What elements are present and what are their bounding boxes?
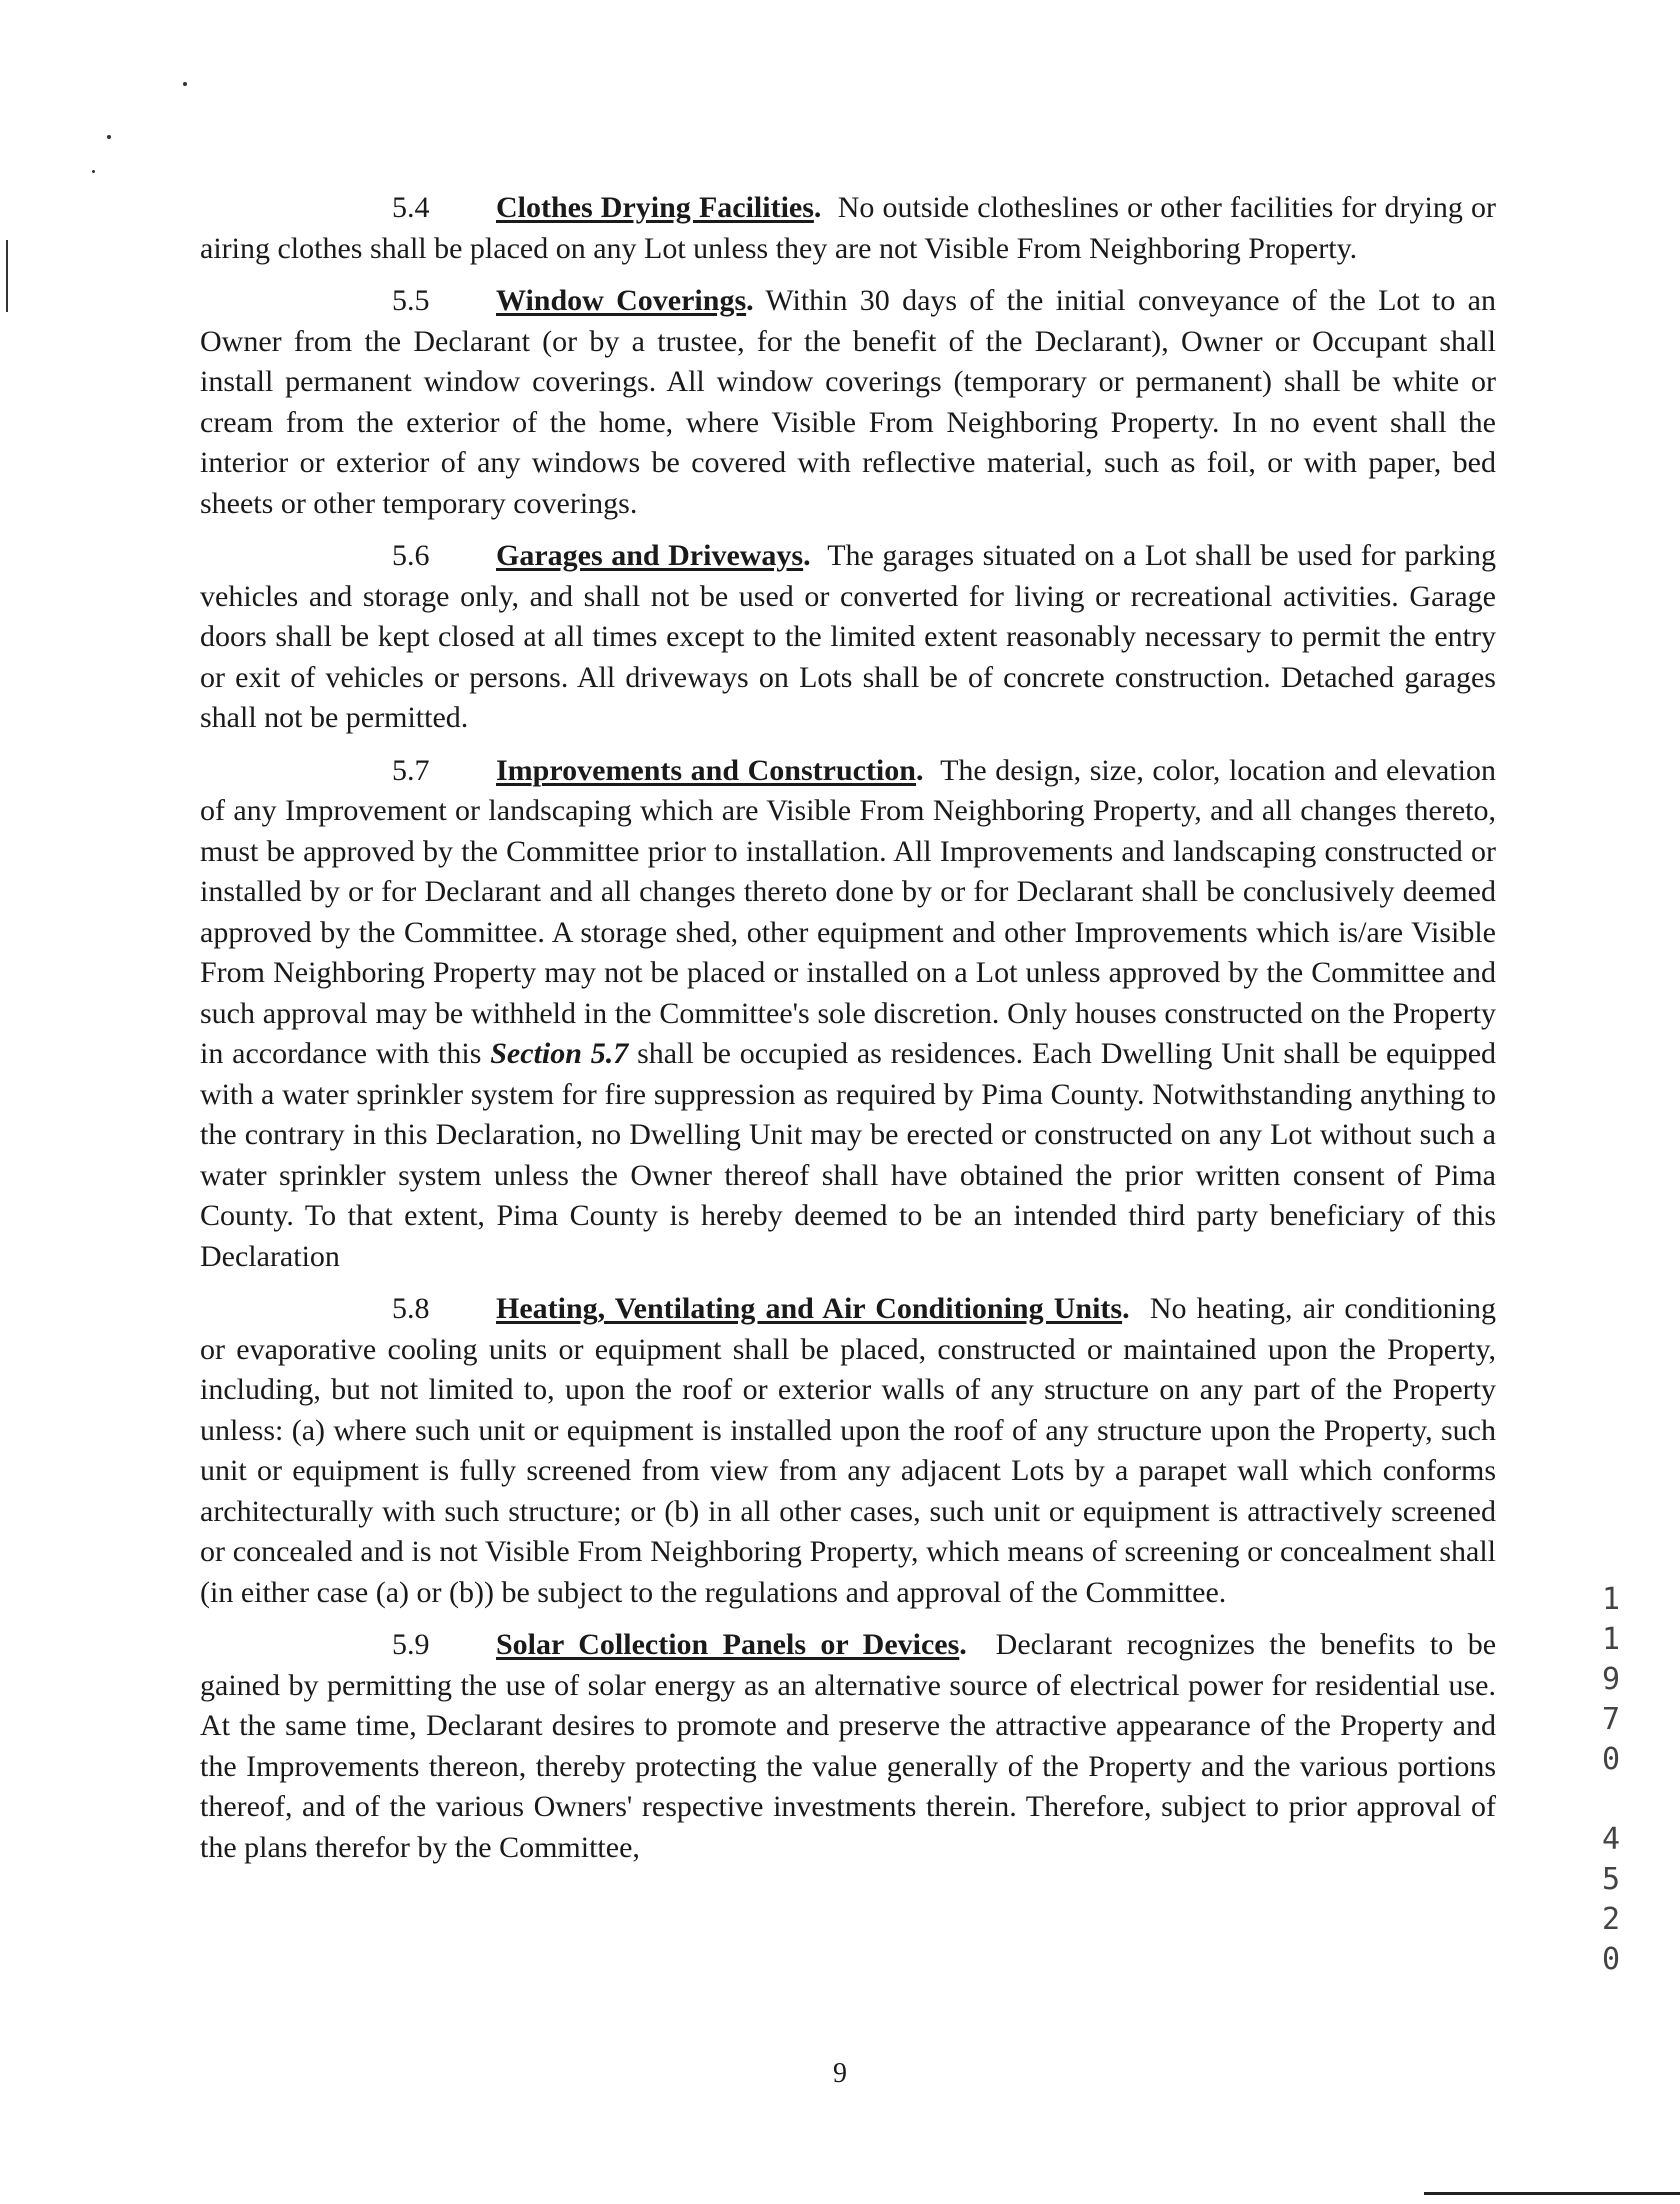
section-title: Improvements and Construction [496, 753, 916, 787]
scan-speck [107, 135, 111, 139]
section-5-5: 5.5 Window Coverings. Within 30 days of the initial conveyance of the Lot to an Owner from the Declarant (or by a trustee, for the benefit of the Declarant), Owner or Occupant shall install permanent window coverings. All window coverings (temporary or permanent) shall be white or cream from the exterior of the home, where Visible From Neighboring Property. In no event shall the interior or exterior of any windows be covered with reflective material, such as foil, or with paper, bed sheets or other temporary coverings. [200, 281, 1496, 524]
section-text: No outside clotheslines or other facilities for drying or airing clothes shall be placed on any Lot unless they are not Visible From Neighboring Property. [200, 191, 1496, 265]
recording-digit: 5 [1601, 1862, 1621, 1897]
scan-speck [92, 170, 95, 173]
scan-edge-mark [6, 240, 8, 312]
section-title: Window Coverings [496, 284, 747, 317]
section-title: Clothes Drying Facilities [496, 191, 814, 224]
section-5-8: 5.8 Heating, Ventilating and Air Conditioning Units. No heating, air conditioning or evaporative cooling units or equipment shall be placed, constructed or maintained upon the Property, including, but not limited to, upon the roof or exterior walls of any structure on any part of the Property unless: (a) where such unit or equipment is installed upon the roof of any structure upon the Property, such unit or equipment is fully screened from view from any adjacent Lots by a parapet wall which conforms architecturally with such structure; or (b) in all other cases, such unit or equipment is attractively screened or concealed and is not Visible From Neighboring Property, which means of screening or concealment shall (in either case (a) or (b)) be subject to the regulations and approval of the Committee. [200, 1289, 1496, 1613]
section-number: 5.4 [392, 191, 430, 224]
section-number: 5.6 [392, 539, 430, 572]
section-number: 5.8 [392, 1292, 430, 1325]
section-text: The design, size, color, location and elevation of any Improvement or landscaping which are Visible From Neighboring Property, and all changes thereto, must be approved by the Committee prior to installation. All Improvements and landscaping constructed or installed by or for Declarant and all changes thereto done by or for Declarant shall be conclusively deemed approved by the Committee. A storage shed, other equipment and other Improvements which is/are Visible From Neighboring Property may not be placed or installed on a Lot unless approved by the Committee and such approval may be withheld in the Committee's sole discretion. Only houses constructed on the Property in accordance with this [200, 753, 1497, 1070]
recording-digit: 7 [1601, 1702, 1621, 1737]
recording-digit: 1 [1601, 1582, 1621, 1617]
section-text: Declarant recognizes the benefits to be gained by permitting the use of solar energy as an alternative source of electrical power for residential use. At the same time, Declarant desires to promote and preserve the attractive appearance of the Property and the Improvements thereon, thereby protecting the value generally of the Property and the various portions thereof, and of the various Owners' respective investments therein. Therefore, subject to prior approval of the plans therefor by the Committee, [200, 1628, 1497, 1864]
section-text: Within 30 days of the initial conveyance of the Lot to an Owner from the Declarant (or by a trustee, for the benefit of the Declarant), Owner or Occupant shall install permanent window coverings. All window coverings (temporary or permanent) shall be white or cream from the exterior of the home, where Visible From Neighboring Property. In no event shall the interior or exterior of any windows be covered with reflective material, such as foil, or with paper, bed sheets or other temporary coverings. [200, 284, 1496, 520]
recording-digit: 0 [1601, 1942, 1621, 1977]
section-5-9: 5.9 Solar Collection Panels or Devices. Declarant recognizes the benefits to be gained by permitting the use of solar energy as an alternative source of electrical power for residential use. At the same time, Declarant desires to promote and preserve the attractive appearance of the Property and the Improvements thereon, thereby protecting the value generally of the Property and the various portions thereof, and of the various Owners' respective investments therein. Therefore, subject to prior approval of the plans therefor by the Committee, [200, 1625, 1496, 1868]
section-5-7: 5.7 Improvements and Construction. The design, size, color, location and elevation of any Improvement or landscaping which are Visible From Neighboring Property, and all changes thereto, must be approved by the Committee prior to installation. All Improvements and landscaping constructed or installed by or for Declarant and all changes thereto done by or for Declarant shall be conclusively deemed approved by the Committee. A storage shed, other equipment and other Improvements which is/are Visible From Neighboring Property may not be placed or installed on a Lot unless approved by the Committee and such approval may be withheld in the Committee's sole discretion. Only houses constructed on the Property in accordance with this Section 5.7 shall be occupied as residences. Each Dwelling Unit shall be equipped with a water sprinkler system for fire suppression as required by Pima County. Notwithstanding anything to the contrary in this Declaration, no Dwelling Unit may be erected or constructed on any Lot without such a water sprinkler system unless the Owner thereof shall have obtained the prior written consent of Pima County. To that extent, Pima County is hereby deemed to be an intended third party beneficiary of this Declaration [200, 751, 1496, 1278]
section-text-continued: shall be occupied as residences. Each Dwelling Unit shall be equipped with a water sprinkler system for fire suppression as required by Pima County. Notwithstanding anything to the contrary in this Declaration, no Dwelling Unit may be erected or constructed on any Lot without such a water sprinkler system unless the Owner thereof shall have obtained the prior written consent of Pima County. To that extent, Pima County is hereby deemed to be an intended third party beneficiary of this Declaration [200, 1037, 1497, 1273]
recording-digit: 9 [1601, 1662, 1621, 1697]
recording-digit: 4 [1601, 1822, 1621, 1857]
recording-number [1596, 1580, 1626, 1980]
section-reference: Section 5.7 [490, 1037, 629, 1070]
footer-rule [1424, 2192, 1680, 2195]
section-text: No heating, air conditioning or evaporative cooling units or equipment shall be placed, constructed or maintained upon the Property, including, but not limited to, upon the roof or exterior walls of any structure on any part of the Property unless: (a) where such unit or equipment is installed upon the roof of any structure upon the Property, such unit or equipment is fully screened from view from any adjacent Lots by a parapet wall which conforms architecturally with such structure; or (b) in all other cases, such unit or equipment is attractively screened or concealed and is not Visible From Neighboring Property, which means of screening or concealment shall (in either case (a) or (b)) be subject to the regulations and approval of the Committee. [200, 1292, 1497, 1609]
section-number: 5.7 [392, 753, 430, 787]
section-number: 5.5 [392, 284, 430, 317]
section-5-4: 5.4 Clothes Drying Facilities. No outside clotheslines or other facilities for drying or airing clothes shall be placed on any Lot unless they are not Visible From Neighboring Property. [200, 188, 1496, 269]
recording-digit: 0 [1601, 1742, 1621, 1777]
section-number: 5.9 [392, 1628, 430, 1661]
section-title: Solar Collection Panels or Devices [496, 1628, 960, 1661]
section-5-6: 5.6 Garages and Driveways. The garages situated on a Lot shall be used for parking vehicles and storage only, and shall not be used or converted for living or recreational activities. Garage doors shall be kept closed at all times except to the limited extent reasonably necessary to permit the entry or exit of vehicles or persons. All driveways on Lots shall be of concrete construction. Detached garages shall not be permitted. [200, 536, 1496, 739]
recording-digit: 2 [1601, 1902, 1621, 1937]
section-title: Garages and Driveways [496, 539, 804, 572]
scan-speck [183, 82, 187, 86]
document-body [200, 188, 1496, 1880]
section-title: Heating, Ventilating and Air Conditioning Units [496, 1292, 1123, 1325]
page-number: 9 [833, 2058, 847, 2089]
section-text: The garages situated on a Lot shall be used for parking vehicles and storage only, and shall not be used or converted for living or recreational activities. Garage doors shall be kept closed at all times except to the limited extent reasonably necessary to permit the entry or exit of vehicles or persons. All driveways on Lots shall be of concrete construction. Detached garages shall not be permitted. [200, 539, 1497, 734]
recording-digit: 1 [1601, 1622, 1621, 1657]
